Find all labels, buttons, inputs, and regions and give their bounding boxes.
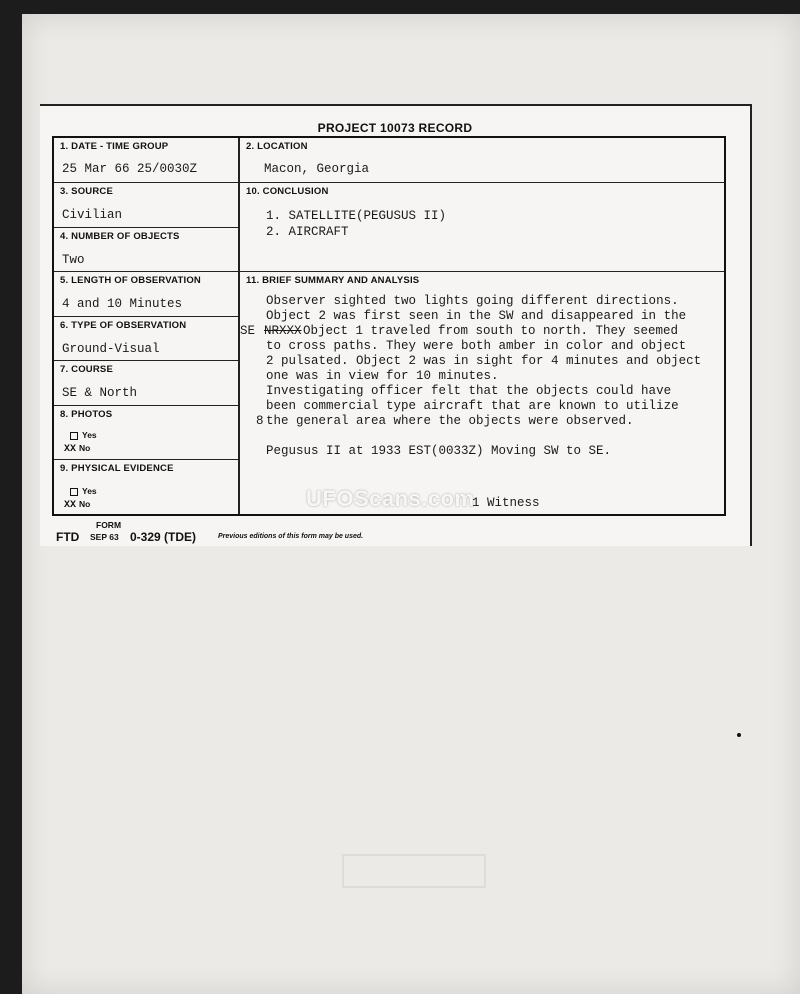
length-value: 4 and 10 Minutes [62, 297, 183, 311]
form-title: PROJECT 10073 RECORD [317, 121, 473, 135]
evidence-yes-option [70, 486, 97, 496]
summary-line-4: to cross paths. They were both amber in color and object [266, 339, 687, 353]
summary-line-7: Investigating officer felt that the objects could have [266, 384, 672, 398]
summary-line-6: one was in view for 10 minutes. [266, 369, 499, 383]
source-value: Civilian [62, 208, 123, 222]
x-mark-icon: XX [64, 500, 77, 511]
evidence-no-label: No [79, 499, 91, 509]
date-time-cell [54, 138, 238, 182]
ftd-label: FTD [56, 530, 80, 544]
watermark-logo: UFOScans.com [306, 486, 475, 511]
checkbox-icon [70, 432, 78, 440]
photos-yes-option [70, 430, 97, 440]
evidence-yes-label: Yes [82, 486, 97, 496]
course-cell [54, 361, 238, 405]
number-of-objects-label: 4. NUMBER OF OBJECTS [60, 231, 180, 242]
physical-evidence-cell [54, 460, 238, 514]
date-time-value: 25 Mar 66 25/0030Z [62, 162, 198, 176]
type-of-observation-cell [54, 317, 238, 361]
checkbox-icon [70, 488, 78, 496]
summary-line-5: 2 pulsated. Object 2 was in sight for 4 minutes and object [266, 354, 702, 368]
date-time-label: 1. DATE - TIME GROUP [60, 141, 169, 152]
location-label: 2. LOCATION [246, 141, 308, 152]
conclusion-line-1: 1. SATELLITE(PEGUSUS II) [266, 209, 447, 223]
type-of-observation-value: Ground-Visual [62, 342, 160, 356]
source-label: 3. SOURCE [60, 186, 114, 197]
summary-line-8: been commercial type aircraft that are known to utilize [266, 399, 679, 413]
conclusion-cell [240, 183, 724, 271]
physical-evidence-label: 9. PHYSICAL EVIDENCE [60, 463, 174, 474]
evidence-no-option [64, 499, 90, 511]
previous-editions-note: Previous editions of this form may be used. [218, 533, 364, 540]
summary-line-1: Observer sighted two lights going different directions. [266, 294, 679, 308]
pegusus-line: Pegusus II at 1933 EST(0033Z) Moving SW to SE. [266, 444, 612, 458]
form-number: 0-329 (TDE) [130, 530, 197, 544]
length-label: 5. LENGTH OF OBSERVATION [60, 275, 201, 286]
conclusion-label: 10. CONCLUSION [246, 186, 329, 197]
summary-line-2: Object 2 was first seen in the SW and disappeared in the [266, 309, 687, 323]
form-grid [52, 136, 726, 516]
length-cell [54, 272, 238, 316]
location-cell [240, 138, 724, 182]
conclusion-line-2: 2. AIRCRAFT [266, 225, 349, 239]
summary-struck-text: NRXXX [264, 324, 302, 338]
x-mark-icon: XX [64, 444, 77, 455]
photos-no-option [64, 443, 90, 455]
course-label: 7. COURSE [60, 364, 114, 375]
number-of-objects-cell [54, 228, 238, 272]
photos-cell [54, 406, 238, 459]
location-value: Macon, Georgia [264, 162, 370, 176]
summary-margin-note-2: 8 [256, 414, 264, 428]
type-of-observation-label: 6. TYPE OF OBSERVATION [60, 320, 187, 331]
form-footer [52, 520, 742, 548]
form-word: FORM [96, 520, 122, 530]
summary-label: 11. BRIEF SUMMARY AND ANALYSIS [246, 275, 420, 286]
summary-margin-note: SE [240, 324, 256, 338]
photos-no-label: No [79, 443, 91, 453]
summary-line-9: the general area where the objects were observed. [266, 414, 634, 428]
witness-fragment: 1 Witness [472, 496, 540, 510]
form-date: SEP 63 [90, 532, 119, 542]
photos-yes-label: Yes [82, 430, 97, 440]
photos-label: 8. PHOTOS [60, 409, 113, 420]
course-value: SE & North [62, 386, 138, 400]
summary-line-3: Object 1 traveled from south to north. They seemed [303, 324, 679, 338]
paper-speck [737, 733, 741, 737]
project-record-form [40, 104, 752, 546]
number-of-objects-value: Two [62, 253, 85, 267]
source-cell [54, 183, 238, 227]
summary-cell [240, 272, 724, 514]
